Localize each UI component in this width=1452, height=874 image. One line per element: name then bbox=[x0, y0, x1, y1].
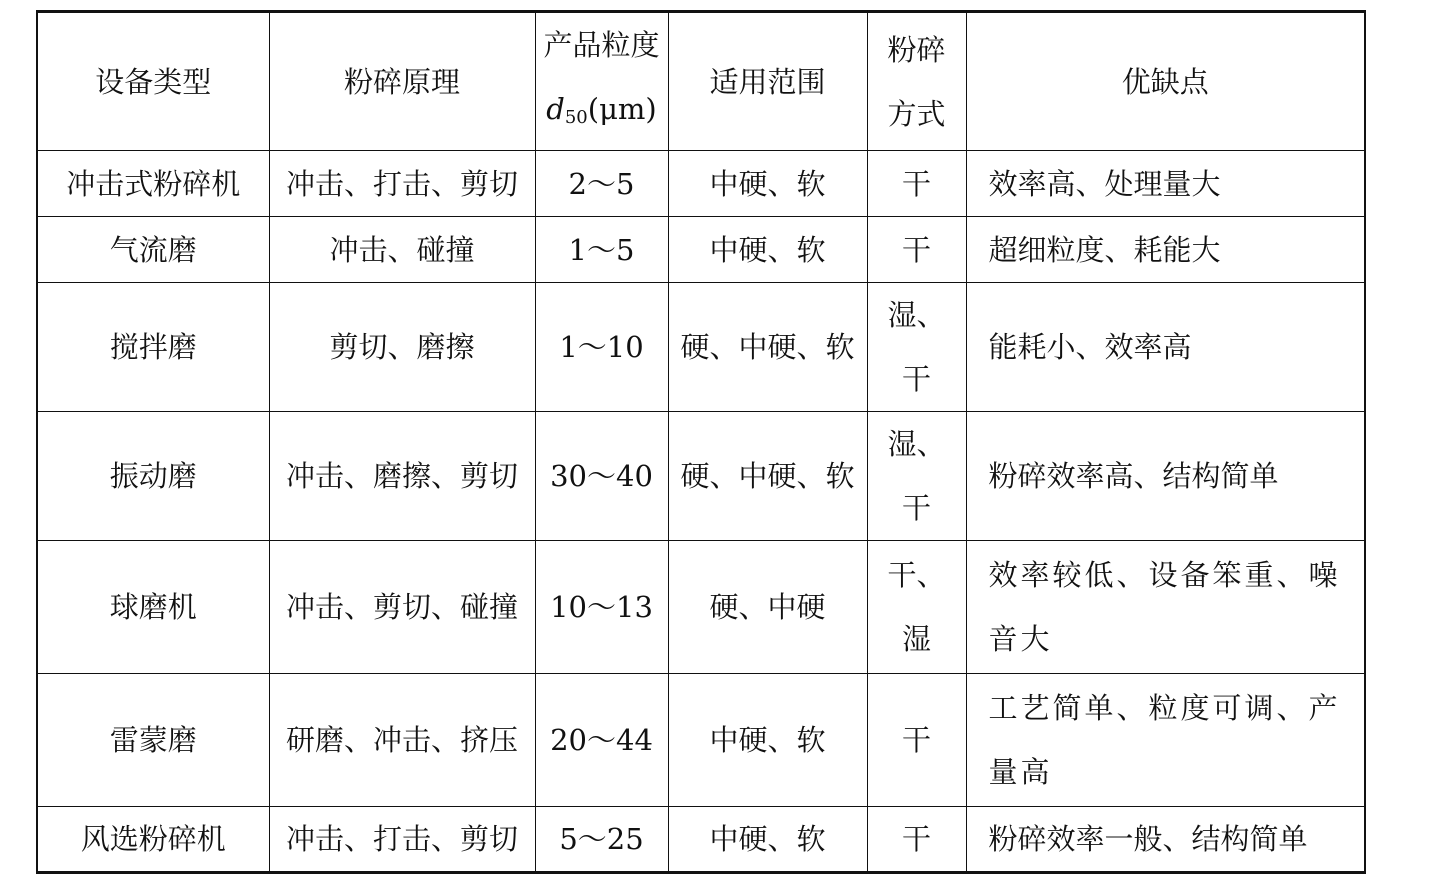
cell-scope: 中硬、软 bbox=[668, 217, 867, 283]
cell-principle: 冲击、剪切、碰撞 bbox=[269, 541, 535, 674]
cell-method: 干 bbox=[867, 807, 966, 873]
cell-pros-cons: 能耗小、效率高 bbox=[966, 283, 1365, 412]
cell-scope: 中硬、软 bbox=[668, 151, 867, 217]
table-row bbox=[37, 807, 1365, 873]
cell-method: 干 bbox=[867, 217, 966, 283]
cell-method: 干 bbox=[867, 151, 966, 217]
cell-size: 2～5 bbox=[535, 151, 668, 217]
cell-principle: 冲击、打击、剪切 bbox=[269, 151, 535, 217]
cell-method: 湿、干 bbox=[867, 283, 966, 412]
header-size-subscript: 50 bbox=[564, 107, 588, 128]
cell-size: 30～40 bbox=[535, 412, 668, 541]
cell-type: 搅拌磨 bbox=[37, 283, 269, 412]
header-method-line2: 方式 bbox=[887, 96, 946, 131]
table-row bbox=[37, 541, 1365, 674]
header-size-line1: 产品粒度 bbox=[543, 28, 660, 62]
cell-size: 5～25 bbox=[535, 807, 668, 873]
cell-scope: 硬、中硬 bbox=[668, 541, 867, 674]
header-size-unit: (μm) bbox=[587, 92, 657, 126]
cell-pros-cons: 效率高、处理量大 bbox=[966, 151, 1365, 217]
cell-type: 冲击式粉碎机 bbox=[37, 151, 269, 217]
cell-type: 风选粉碎机 bbox=[37, 807, 269, 873]
header-size-symbol: d bbox=[546, 92, 565, 126]
cell-principle: 冲击、打击、剪切 bbox=[269, 807, 535, 873]
cell-size: 1～10 bbox=[535, 283, 668, 412]
cell-pros-cons: 工艺简单、粒度可调、产量高 bbox=[966, 674, 1365, 807]
cell-type: 雷蒙磨 bbox=[37, 674, 269, 807]
table-row bbox=[37, 283, 1365, 412]
cell-size: 10～13 bbox=[535, 541, 668, 674]
cell-type: 气流磨 bbox=[37, 217, 269, 283]
header-method bbox=[867, 12, 966, 151]
table-row bbox=[37, 674, 1365, 807]
cell-scope: 中硬、软 bbox=[668, 674, 867, 807]
equipment-table bbox=[36, 10, 1366, 874]
cell-scope: 中硬、软 bbox=[668, 807, 867, 873]
header-type: 设备类型 bbox=[37, 12, 269, 151]
header-row bbox=[37, 12, 1365, 151]
header-size-line2 bbox=[542, 77, 662, 150]
cell-scope: 硬、中硬、软 bbox=[668, 283, 867, 412]
table-row bbox=[37, 151, 1365, 217]
cell-principle: 冲击、磨擦、剪切 bbox=[269, 412, 535, 541]
cell-type: 球磨机 bbox=[37, 541, 269, 674]
cell-method: 干 bbox=[867, 674, 966, 807]
table-row bbox=[37, 217, 1365, 283]
cell-pros-cons: 粉碎效率一般、结构简单 bbox=[966, 807, 1365, 873]
cell-type: 振动磨 bbox=[37, 412, 269, 541]
cell-pros-cons: 粉碎效率高、结构简单 bbox=[966, 412, 1365, 541]
cell-pros-cons: 效率较低、设备笨重、噪音大 bbox=[966, 541, 1365, 674]
cell-size: 1～5 bbox=[535, 217, 668, 283]
header-principle: 粉碎原理 bbox=[269, 12, 535, 151]
cell-size: 20～44 bbox=[535, 674, 668, 807]
header-pros-cons: 优缺点 bbox=[966, 12, 1365, 151]
cell-method: 干、湿 bbox=[867, 541, 966, 674]
cell-principle: 冲击、碰撞 bbox=[269, 217, 535, 283]
header-scope: 适用范围 bbox=[668, 12, 867, 151]
header-size bbox=[535, 12, 668, 151]
cell-principle: 剪切、磨擦 bbox=[269, 283, 535, 412]
header-method-line1: 粉碎 bbox=[887, 32, 946, 67]
cell-pros-cons: 超细粒度、耗能大 bbox=[966, 217, 1365, 283]
cell-principle: 研磨、冲击、挤压 bbox=[269, 674, 535, 807]
cell-scope: 硬、中硬、软 bbox=[668, 412, 867, 541]
table-row bbox=[37, 412, 1365, 541]
cell-method: 湿、干 bbox=[867, 412, 966, 541]
